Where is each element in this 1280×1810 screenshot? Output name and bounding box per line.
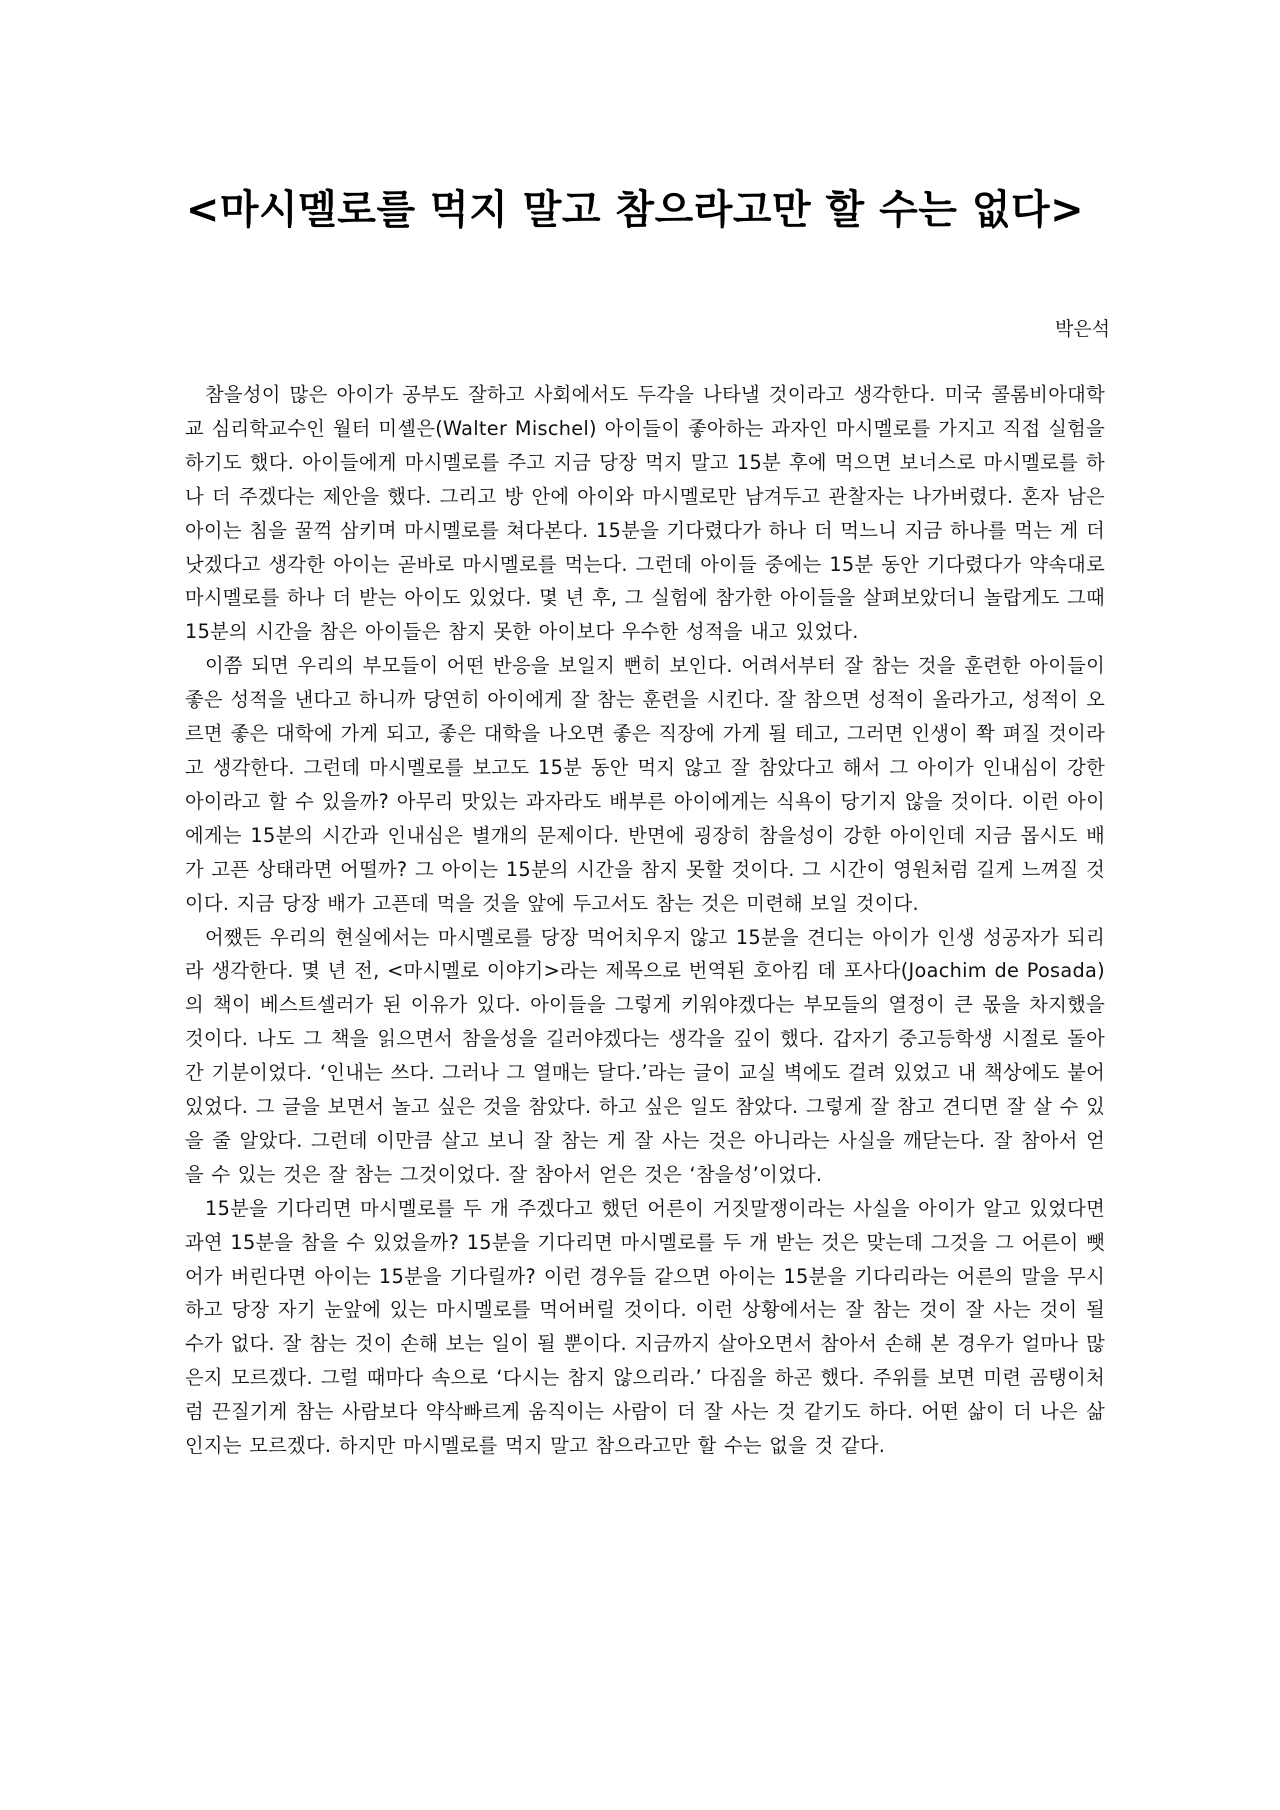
paragraph-conclusion: 15분을 기다리면 마시멜로를 두 개 주겠다고 했던 어른이 거짓말쟁이라는 사실을 아이가 알고 있었다면 과연 15분을 참을 수 있었을까? 15분을 기다리면 마시멜로를 두 개 받는 것은 맞는데 그것을 그 어른이 뺏어가 버린다면 아이는 15분을 기다릴까? 이런 경우들 같으면 아이는 15분을 기다리라는 어른의 말을 무시하고 당장 자기 눈앞에 있는 마시멜로를 먹어버릴 것이다. 이런 상황에서는 잘 참는 것이 잘 사는 것이 될 수가 없다. 잘 참는 것이 손해 보는 일이 될 뿐이다. 지금까지 살아오면서 참아서 손해 본 경우가 얼마나 많은지 모르겠다. 그럴 때마다 속으로 ‘다시는 참지 않으리라.’ 다짐을 하곤 했다. 주위를 보면 미련 곰탱이처럼 끈질기게 참는 사람보다 약삭빠르게 움직이는 사람이 더 잘 사는 것 같기도 하다. 어떤 삶이 더 나은 삶인지는 모르겠다. 하지만 마시멜로를 먹지 말고 참으라고만 할 수는 없을 것 같다. bbox=[185, 1196, 1105, 1458]
author-name: 박은석 bbox=[1054, 318, 1110, 340]
paragraph-book-and-patience: 어쨌든 우리의 현실에서는 마시멜로를 당장 먹어치우지 않고 15분을 견디는 아이가 인생 성공자가 되리라 생각한다. 몇 년 전, <마시멜로 이야기>라는 제목으로 번역된 호아킴 데 포사다(Joachim de Posada)의 책이 베스트셀러가 된 이유가 있다. 아이들을 그렇게 키워야겠다는 부모들의 열정이 큰 몫을 차지했을 것이다. 나도 그 책을 읽으면서 참을성을 길러야겠다는 생각을 깊이 했다. 갑자기 중고등학생 시절로 돌아간 기분이었다. ‘인내는 쓰다. 그러나 그 열매는 달다.’라는 글이 교실 벽에도 걸려 있었고 내 책상에도 붙어 있었다. 그 글을 보면서 놀고 싶은 것을 참았다. 하고 싶은 일도 참았다. 그렇게 잘 참고 견디면 잘 살 수 있을 줄 알았다. 그런데 이만큼 살고 보니 잘 참는 게 잘 사는 것은 아니라는 사실을 깨닫는다. 잘 참아서 얻을 수 있는 것은 잘 참는 그것이었다. 잘 참아서 얻은 것은 ‘참을성’이었다. bbox=[185, 925, 1105, 1186]
paragraph-parents-reaction: 이쯤 되면 우리의 부모들이 어떤 반응을 보일지 뻔히 보인다. 어려서부터 잘 참는 것을 훈련한 아이들이 좋은 성적을 낸다고 하니까 당연히 아이에게 잘 참는 훈련을 시킨다. 잘 참으면 성적이 올라가고, 성적이 오르면 좋은 대학에 가게 되고, 좋은 대학을 나오면 좋은 직장에 가게 될 테고, 그러면 인생이 쫙 펴질 것이라고 생각한다. 그런데 마시멜로를 보고도 15분 동안 먹지 않고 잘 참았다고 해서 그 아이가 인내심이 강한 아이라고 할 수 있을까? 아무리 맛있는 과자라도 배부른 아이에게는 식욕이 당기지 않을 것이다. 이런 아이에게는 15분의 시간과 인내심은 별개의 문제이다. 반면에 굉장히 참을성이 강한 아이인데 지금 몹시도 배가 고픈 상태라면 어떨까? 그 아이는 15분의 시간을 참지 못할 것이다. 그 시간이 영원처럼 길게 느껴질 것이다. 지금 당장 배가 고픈데 먹을 것을 앞에 두고서도 참는 것은 미련해 보일 것이다. bbox=[185, 654, 1105, 915]
paragraph-marshmallow-experiment: 참을성이 많은 아이가 공부도 잘하고 사회에서도 두각을 나타낼 것이라고 생각한다. 미국 콜롬비아대학교 심리학교수인 월터 미셸은(Walter Mischel) 아이들이 좋아하는 과자인 마시멜로를 가지고 직접 실험을 하기도 했다. 아이들에게 마시멜로를 주고 지금 당장 먹지 말고 15분 후에 먹으면 보너스로 마시멜로를 하나 더 주겠다는 제안을 했다. 그리고 방 안에 아이와 마시멜로만 남겨두고 관찰자는 나가버렸다. 혼자 남은 아이는 침을 꿀꺽 삼키며 마시멜로를 쳐다본다. 15분을 기다렸다가 하나 더 먹느니 지금 하나를 먹는 게 더 낫겠다고 생각한 아이는 곧바로 마시멜로를 먹는다. 그런데 아이들 중에는 15분 동안 기다렸다가 약속대로 마시멜로를 하나 더 받는 아이도 있었다. 몇 년 후, 그 실험에 참가한 아이들을 살펴보았더니 놀랍게도 그때 15분의 시간을 참은 아이들은 참지 못한 아이보다 우수한 성적을 내고 있었다. bbox=[185, 383, 1105, 644]
document-title: <마시멜로를 먹지 말고 참으라고만 할 수는 없다> bbox=[185, 187, 1085, 233]
document-body bbox=[185, 378, 1105, 1463]
